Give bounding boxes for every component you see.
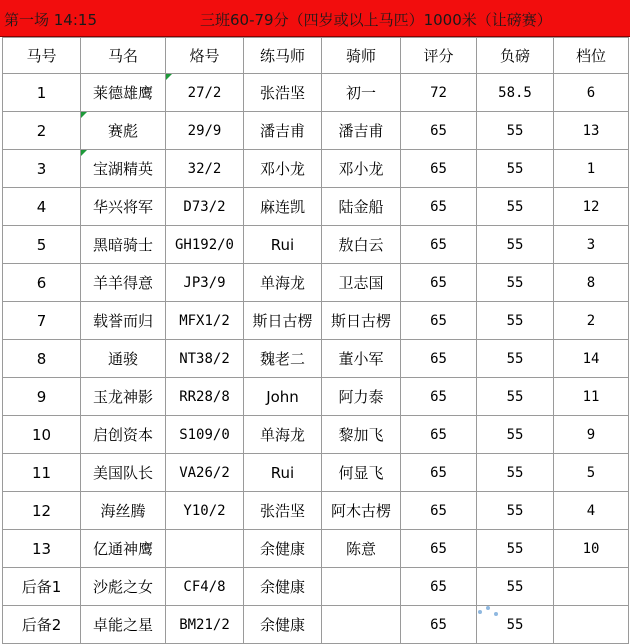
table-row	[3, 74, 629, 112]
table-cell: 65	[401, 606, 477, 644]
table-cell: 斯日古楞	[244, 302, 322, 340]
table-cell: 32/2	[166, 150, 244, 188]
table-cell: 1	[554, 150, 629, 188]
table-cell: Rui	[244, 226, 322, 264]
column-header: 负磅	[477, 38, 554, 74]
table-cell: 65	[401, 378, 477, 416]
table-cell: 2	[554, 302, 629, 340]
table-cell: 敖白云	[322, 226, 401, 264]
table-cell: 27/2	[166, 74, 244, 112]
table-cell: 9	[3, 378, 81, 416]
table-cell: 55	[477, 340, 554, 378]
table-cell: 8	[554, 264, 629, 302]
race-number-time: 第一场 14:15	[4, 11, 97, 29]
table-cell: 65	[401, 492, 477, 530]
table-cell: John	[244, 378, 322, 416]
table-cell: BM21/2	[166, 606, 244, 644]
table-cell: 斯日古楞	[322, 302, 401, 340]
table-cell: 赛彪	[81, 112, 166, 150]
table-cell: 3	[554, 226, 629, 264]
table-cell: 65	[401, 530, 477, 568]
table-cell: 玉龙神影	[81, 378, 166, 416]
table-cell: 美国队长	[81, 454, 166, 492]
table-row	[3, 492, 629, 530]
table-cell: 11	[554, 378, 629, 416]
table-cell: 10	[3, 416, 81, 454]
table-row	[3, 226, 629, 264]
table-cell: 卓能之星	[81, 606, 166, 644]
table-cell: 麻连凯	[244, 188, 322, 226]
column-header: 烙号	[166, 38, 244, 74]
table-cell: 29/9	[166, 112, 244, 150]
table-cell: 黎加飞	[322, 416, 401, 454]
table-cell: JP3/9	[166, 264, 244, 302]
table-cell: 55	[477, 606, 554, 644]
table-cell: 55	[477, 188, 554, 226]
table-row	[3, 150, 629, 188]
table-cell: VA26/2	[166, 454, 244, 492]
table-cell: 余健康	[244, 606, 322, 644]
table-body	[3, 74, 629, 644]
table-cell: 4	[554, 492, 629, 530]
table-cell: 3	[3, 150, 81, 188]
table-cell: 黑暗骑士	[81, 226, 166, 264]
table-cell: 11	[3, 454, 81, 492]
table-cell: 莱德雄鹰	[81, 74, 166, 112]
table-cell: D73/2	[166, 188, 244, 226]
table-cell: CF4/8	[166, 568, 244, 606]
table-cell: 13	[3, 530, 81, 568]
table-cell: 65	[401, 302, 477, 340]
table-cell: 55	[477, 226, 554, 264]
watermark-dot	[478, 610, 482, 614]
table-cell: 55	[477, 492, 554, 530]
table-cell: 55	[477, 416, 554, 454]
table-cell: 余健康	[244, 530, 322, 568]
table-cell: 陆金船	[322, 188, 401, 226]
table-cell: 55	[477, 568, 554, 606]
table-cell: 羊羊得意	[81, 264, 166, 302]
table-cell: 55	[477, 264, 554, 302]
race-banner	[0, 0, 630, 37]
column-header: 档位	[554, 38, 629, 74]
table-cell: 13	[554, 112, 629, 150]
table-cell: 55	[477, 150, 554, 188]
column-header: 评分	[401, 38, 477, 74]
table-cell: 55	[477, 112, 554, 150]
table-cell: 魏老二	[244, 340, 322, 378]
table-cell: 65	[401, 264, 477, 302]
table-row	[3, 302, 629, 340]
table-cell: Rui	[244, 454, 322, 492]
watermark-dot	[486, 606, 490, 610]
table-row	[3, 264, 629, 302]
table-cell: 7	[3, 302, 81, 340]
table-cell: MFX1/2	[166, 302, 244, 340]
table-cell: 载誉而归	[81, 302, 166, 340]
table-cell: 董小军	[322, 340, 401, 378]
table-cell: 潘吉甫	[244, 112, 322, 150]
column-header: 练马师	[244, 38, 322, 74]
table-cell: 宝湖精英	[81, 150, 166, 188]
table-cell: 55	[477, 530, 554, 568]
table-cell: 10	[554, 530, 629, 568]
table-cell: 余健康	[244, 568, 322, 606]
table-cell: 后备2	[3, 606, 81, 644]
table-cell: 张浩坚	[244, 74, 322, 112]
table-cell: NT38/2	[166, 340, 244, 378]
table-cell: 6	[554, 74, 629, 112]
table-cell: 陈意	[322, 530, 401, 568]
table-row	[3, 112, 629, 150]
watermark-dot	[494, 612, 498, 616]
table-cell: 2	[3, 112, 81, 150]
table-cell: 启创资本	[81, 416, 166, 454]
table-cell: 张浩坚	[244, 492, 322, 530]
table-cell: 6	[3, 264, 81, 302]
table-cell: 14	[554, 340, 629, 378]
table-cell: 初一	[322, 74, 401, 112]
table-cell: 72	[401, 74, 477, 112]
table-cell: 何显飞	[322, 454, 401, 492]
table-cell	[166, 530, 244, 568]
table-cell: 亿通神鹰	[81, 530, 166, 568]
table-cell: 65	[401, 188, 477, 226]
table-row	[3, 530, 629, 568]
table-cell: 单海龙	[244, 416, 322, 454]
column-header: 马名	[81, 38, 166, 74]
table-cell: 单海龙	[244, 264, 322, 302]
table-cell: 阿木古楞	[322, 492, 401, 530]
column-header: 马号	[3, 38, 81, 74]
table-cell: 后备1	[3, 568, 81, 606]
table-cell: 通骏	[81, 340, 166, 378]
table-cell: GH192/0	[166, 226, 244, 264]
table-cell: Y10/2	[166, 492, 244, 530]
table-row	[3, 378, 629, 416]
table-cell: 55	[477, 454, 554, 492]
table-cell: 12	[554, 188, 629, 226]
table-cell: 65	[401, 416, 477, 454]
table-cell: 9	[554, 416, 629, 454]
table-cell: 5	[3, 226, 81, 264]
table-cell: 4	[3, 188, 81, 226]
table-cell: 沙彪之女	[81, 568, 166, 606]
table-cell: 58.5	[477, 74, 554, 112]
table-cell: 55	[477, 378, 554, 416]
table-cell: 1	[3, 74, 81, 112]
table-cell: 65	[401, 150, 477, 188]
table-cell: 邓小龙	[322, 150, 401, 188]
table-cell: 12	[3, 492, 81, 530]
table-cell: 潘吉甫	[322, 112, 401, 150]
table-cell: 65	[401, 340, 477, 378]
watermark-logo	[474, 600, 574, 624]
table-cell: 55	[477, 302, 554, 340]
table-cell: 5	[554, 454, 629, 492]
table-cell: 海丝腾	[81, 492, 166, 530]
table-cell	[322, 568, 401, 606]
table-cell: 邓小龙	[244, 150, 322, 188]
table-cell: 8	[3, 340, 81, 378]
table-cell: 卫志国	[322, 264, 401, 302]
header-row	[3, 38, 629, 74]
table-cell: 阿力泰	[322, 378, 401, 416]
table-row	[3, 454, 629, 492]
table-cell: 65	[401, 454, 477, 492]
table-row	[3, 188, 629, 226]
table-cell: 华兴将军	[81, 188, 166, 226]
column-header: 骑师	[322, 38, 401, 74]
table-cell: 65	[401, 568, 477, 606]
table-cell: 65	[401, 226, 477, 264]
table-cell: RR28/8	[166, 378, 244, 416]
table-row	[3, 340, 629, 378]
table-cell: 65	[401, 112, 477, 150]
race-card-table	[2, 37, 629, 644]
table-cell: S109/0	[166, 416, 244, 454]
table-row	[3, 416, 629, 454]
race-conditions: 三班60-79分（四岁或以上马匹）1000米（让磅赛）	[200, 11, 552, 29]
table-cell	[322, 606, 401, 644]
